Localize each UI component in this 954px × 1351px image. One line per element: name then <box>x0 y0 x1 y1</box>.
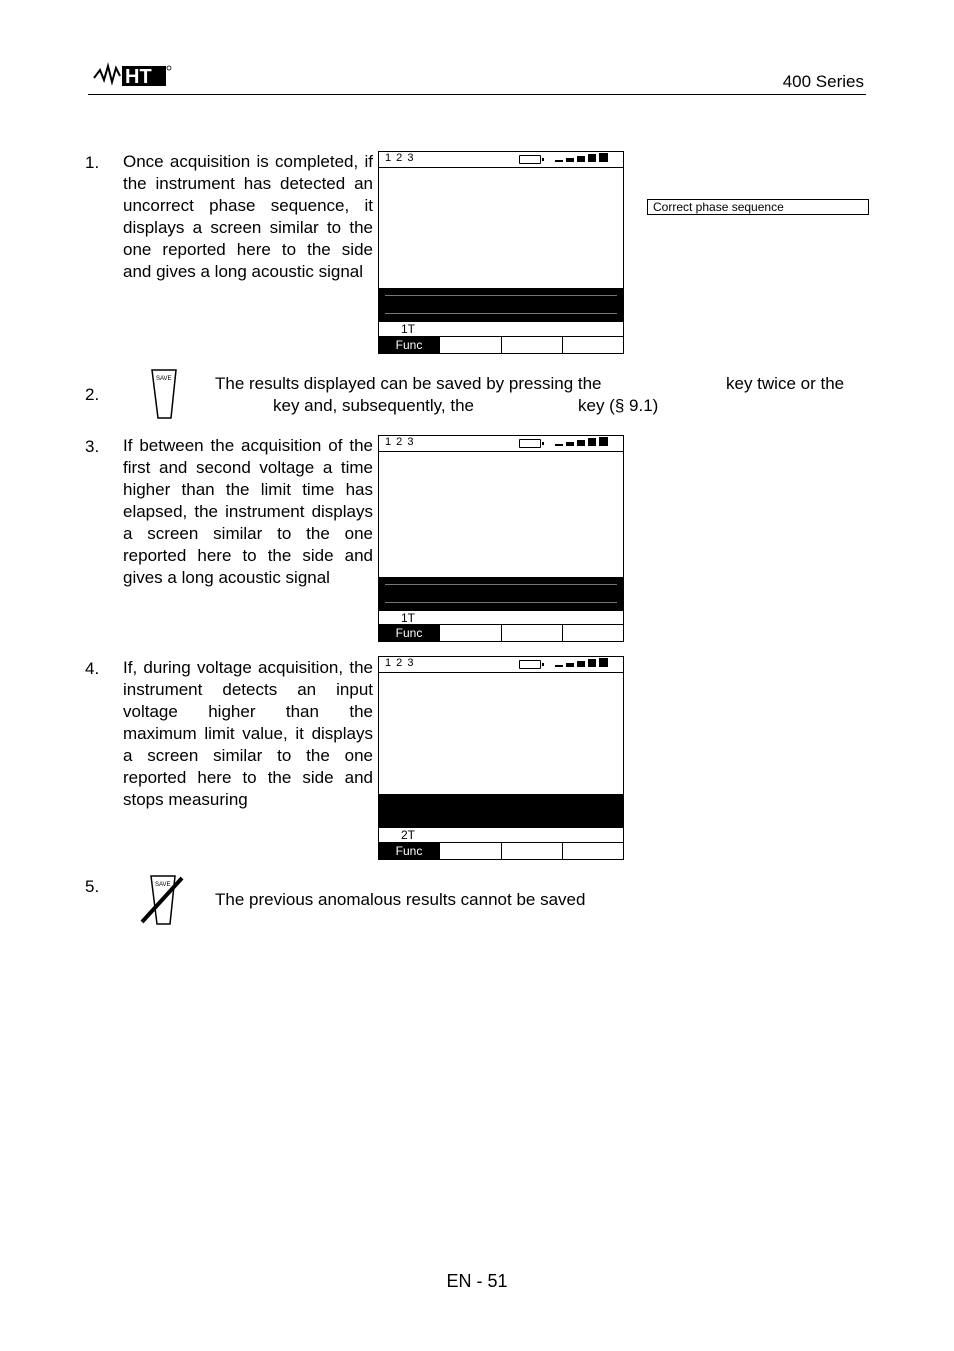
ht-logo <box>92 60 172 88</box>
signal-icon <box>555 444 563 446</box>
save-key-icon <box>149 368 179 422</box>
message-band <box>379 577 623 610</box>
item-text-line2b: key (§ 9.1) <box>578 396 659 415</box>
phase-indicator: 1 2 3 <box>385 436 415 448</box>
test-label: 1T <box>401 611 416 625</box>
instrument-screen <box>378 656 624 860</box>
phase-sequence-callout: Correct phase sequence <box>647 199 869 215</box>
message-band <box>379 794 623 827</box>
save-key-crossed-icon <box>138 872 190 926</box>
svg-text:SAVE: SAVE <box>156 376 172 382</box>
item-text: The previous anomalous results cannot be saved <box>215 890 586 909</box>
instrument-screen <box>378 435 624 642</box>
function-bar <box>379 336 623 353</box>
test-label: 1T <box>401 322 416 336</box>
battery-icon <box>519 155 541 164</box>
func-key: Func <box>379 625 440 641</box>
svg-text:HT: HT <box>125 66 152 88</box>
item-text-line1a: The results displayed can be saved by pressing the <box>215 374 602 393</box>
item-text-line1b: key twice or the <box>726 374 845 393</box>
signal-icon <box>555 665 563 667</box>
item-number: 3. <box>85 437 100 456</box>
item-number: 5. <box>85 877 100 896</box>
page-number: EN - 51 <box>446 1271 508 1291</box>
item-text: If, during voltage acquisition, the instrument detects an input voltage higher than the maximum limit value, it displays a screen similar to the one reported here to the side and stops measuring <box>123 658 373 809</box>
item-number: 4. <box>85 659 100 678</box>
function-bar <box>379 624 623 641</box>
item-text: If between the acquisition of the first and second voltage a time higher than the limit time has elapsed, the instrument displays a screen similar to the one reported here to the side and gives a long acoustic signal <box>123 436 373 587</box>
svg-text:SAVE: SAVE <box>155 882 171 888</box>
series-title: 400 Series <box>782 72 864 91</box>
battery-icon <box>519 439 541 448</box>
message-band <box>379 288 623 321</box>
item-number: 2. <box>85 385 100 404</box>
test-label: 2T <box>401 828 416 842</box>
phase-indicator: 1 2 3 <box>385 657 415 669</box>
func-key: Func <box>379 337 440 353</box>
signal-icon <box>555 160 563 162</box>
item-text: Once acquisition is completed, if the instrument has detected an uncorrect phase sequence, it displays a screen similar to the one reported here to the side and gives a long acoustic signal <box>123 152 373 281</box>
battery-icon <box>519 660 541 669</box>
item-number: 1. <box>85 153 100 172</box>
function-bar <box>379 842 623 859</box>
item-text-line2a: key and, subsequently, the <box>273 396 474 415</box>
instrument-screen <box>378 151 624 354</box>
phase-indicator: 1 2 3 <box>385 152 415 164</box>
func-key: Func <box>379 843 440 859</box>
header-rule <box>88 94 866 95</box>
